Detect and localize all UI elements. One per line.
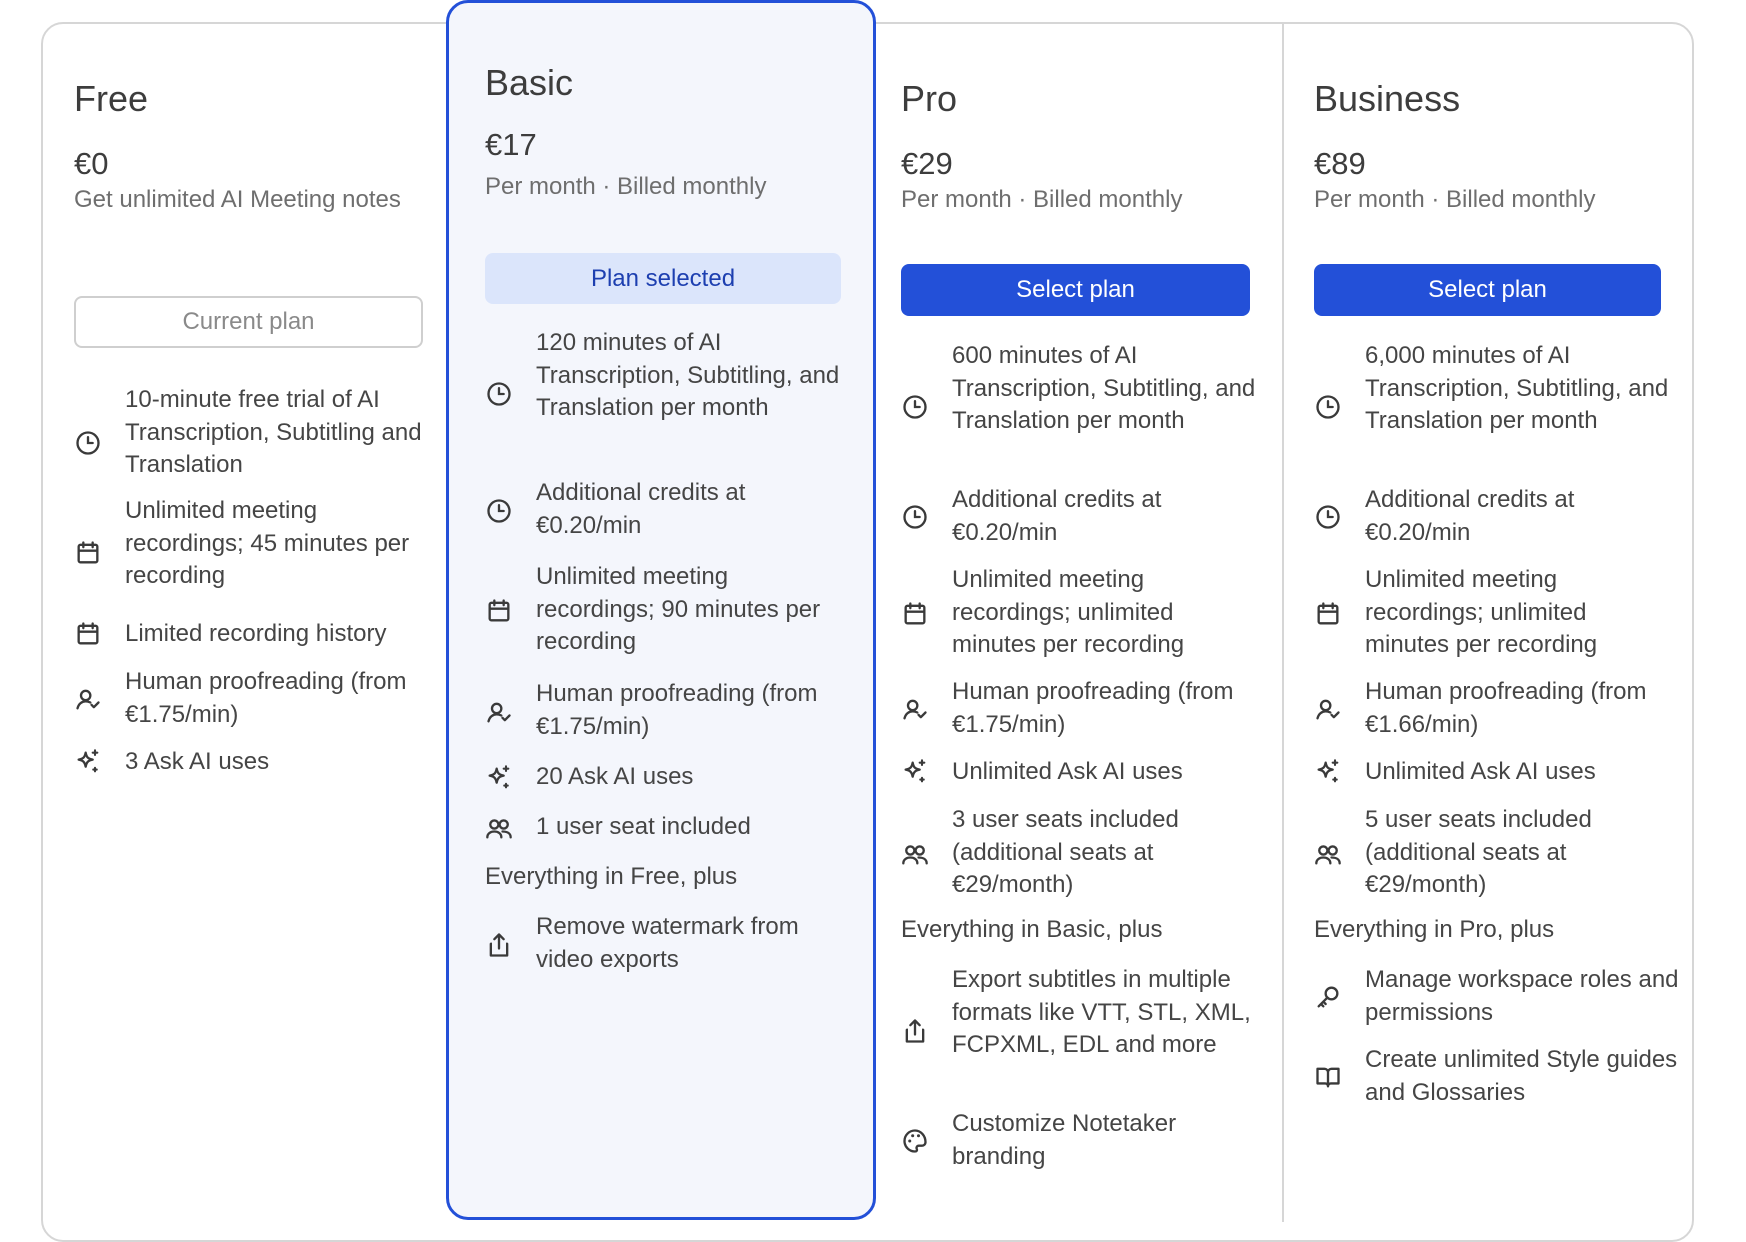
sparkle-icon [1314, 758, 1342, 786]
feature-text: Human proofreading (from €1.75/min) [952, 678, 1234, 738]
feature-text: Human proofreading (from €1.75/min) [125, 668, 407, 728]
feature-text: 6,000 minutes of AI Transcription, Subtitling, and Translation per month [1365, 342, 1669, 434]
calendar-icon [74, 539, 102, 567]
sparkle-icon [485, 764, 513, 792]
user-check-icon [74, 685, 102, 713]
plan-price: €17 [485, 127, 537, 162]
palette-icon [901, 1127, 929, 1155]
plan-price: €29 [901, 146, 953, 181]
feature-text: Additional credits at €0.20/min [536, 479, 746, 539]
feature-text: 3 Ask AI uses [125, 748, 270, 775]
plan-price: €0 [74, 146, 109, 181]
feature-text: 1 user seat included [536, 813, 751, 840]
feature-text: Remove watermark from video exports [536, 913, 799, 973]
feature-text: Human proofreading (from €1.75/min) [536, 680, 818, 740]
feature-text: 600 minutes of AI Transcription, Subtitling, and Translation per month [952, 342, 1256, 434]
feature-text: Unlimited meeting recordings; unlimited minutes per recording [1365, 566, 1598, 658]
plan-price: €89 [1314, 146, 1366, 181]
user-check-icon [901, 695, 929, 723]
feature-text: Unlimited meeting recordings; 90 minutes per recording [536, 563, 821, 655]
key-icon [1314, 983, 1342, 1011]
users-icon [901, 840, 929, 868]
plan-card-basic [446, 0, 876, 1220]
plan-card-free [41, 22, 449, 1222]
plan-name: Business [1314, 78, 1461, 119]
feature-text: 5 user seats included (additional seats at €29/month) [1365, 806, 1592, 898]
plan-name: Basic [485, 62, 574, 103]
user-check-icon [485, 698, 513, 726]
feature-text: Additional credits at €0.20/min [1365, 486, 1575, 546]
feature-text: Unlimited meeting recordings; 45 minutes per recording [125, 497, 410, 589]
plan-subtitle: Get unlimited AI Meeting notes [74, 186, 401, 213]
plan-name: Pro [901, 78, 958, 119]
current-plan-button[interactable]: Current plan [74, 296, 423, 348]
calendar-icon [1314, 600, 1342, 628]
section-label: Everything in Free, plus [485, 863, 738, 890]
section-label: Everything in Pro, plus [1314, 916, 1555, 943]
feature-text: 3 user seats included (additional seats at €29/month) [952, 806, 1179, 898]
feature-text: Unlimited Ask AI uses [952, 758, 1183, 785]
feature-text: 120 minutes of AI Transcription, Subtitling, and Translation per month [536, 329, 840, 421]
clock-icon [485, 380, 513, 408]
clock-icon [485, 497, 513, 525]
clock-icon [901, 393, 929, 421]
plan-card-business [1282, 22, 1694, 1222]
user-check-icon [1314, 695, 1342, 723]
sparkle-icon [74, 748, 102, 776]
sparkle-icon [901, 758, 929, 786]
feature-text: Unlimited Ask AI uses [1365, 758, 1596, 785]
plan-selected-button[interactable]: Plan selected [485, 253, 841, 304]
plan-subtitle: Per month · Billed monthly [485, 173, 767, 200]
share-icon [485, 931, 513, 959]
users-icon [1314, 840, 1342, 868]
feature-text: Human proofreading (from €1.66/min) [1365, 678, 1647, 738]
calendar-icon [901, 600, 929, 628]
select-plan-button[interactable]: Select plan [1314, 264, 1661, 316]
feature-text: Limited recording history [125, 620, 387, 647]
book-icon [1314, 1063, 1342, 1091]
plan-subtitle: Per month · Billed monthly [1314, 186, 1596, 213]
feature-text: Customize Notetaker branding [952, 1110, 1177, 1170]
calendar-icon [485, 597, 513, 625]
feature-text: Export subtitles in multiple formats like VTT, STL, XML, FCPXML, EDL and more [952, 966, 1251, 1058]
clock-icon [1314, 503, 1342, 531]
feature-text: Create unlimited Style guides and Glossaries [1365, 1046, 1678, 1106]
select-plan-button[interactable]: Select plan [901, 264, 1250, 316]
plan-name: Free [74, 78, 149, 119]
feature-text: 10-minute free trial of AI Transcription, Subtitling and Translation [125, 386, 422, 478]
calendar-icon [74, 620, 102, 648]
plan-card-pro [876, 22, 1282, 1222]
feature-text: 20 Ask AI uses [536, 763, 694, 790]
clock-icon [901, 503, 929, 531]
users-icon [485, 814, 513, 842]
plan-subtitle: Per month · Billed monthly [901, 186, 1183, 213]
feature-text: Additional credits at €0.20/min [952, 486, 1162, 546]
share-icon [901, 1017, 929, 1045]
clock-icon [74, 429, 102, 457]
feature-text: Manage workspace roles and permissions [1365, 966, 1679, 1026]
clock-icon [1314, 393, 1342, 421]
section-label: Everything in Basic, plus [901, 916, 1163, 943]
feature-text: Unlimited meeting recordings; unlimited minutes per recording [952, 566, 1185, 658]
